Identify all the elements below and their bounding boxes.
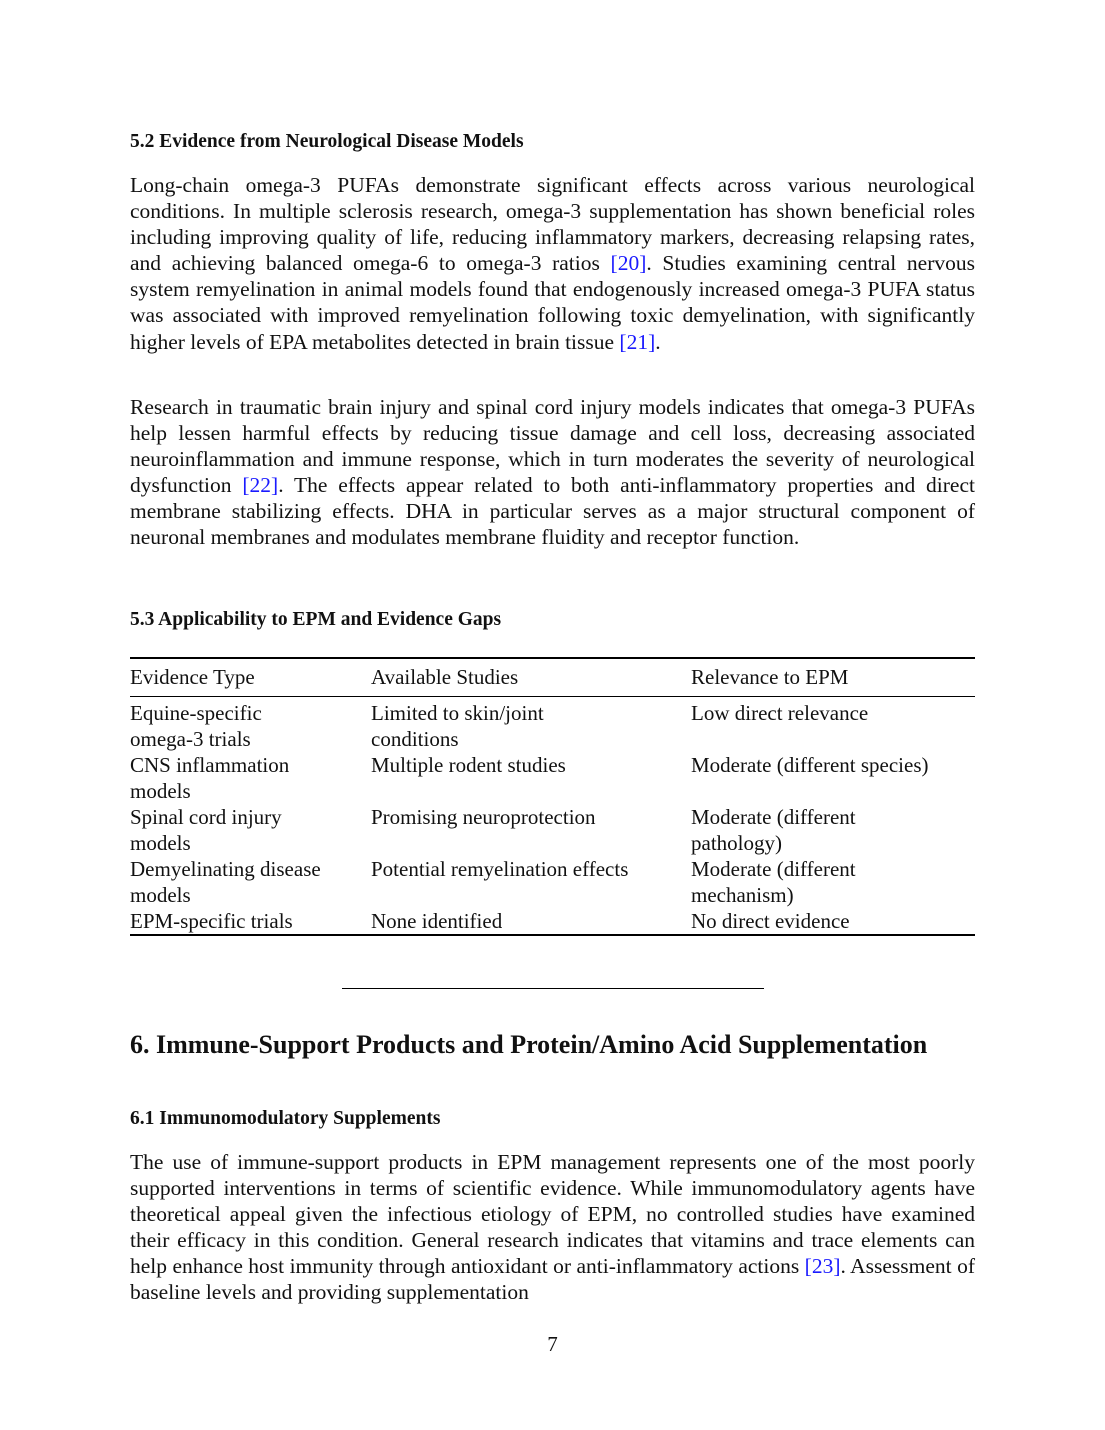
paragraph-immunomodulatory xyxy=(130,1149,975,1306)
evidence-table xyxy=(130,657,975,936)
citation-link-23[interactable]: [23] xyxy=(804,1254,841,1279)
text: . Studies examining central nervous system remyelination in animal models found that endogenously increased omega-3 PUFA status was associated with improved remyelination following toxic demyelination, with significantly higher levels of EPA metabolites detected in brain tissue xyxy=(130,251,975,354)
table-cell: Potential remyelination effects xyxy=(371,857,629,881)
subsection-heading-6-1: 6.1 Immunomodulatory Supplements xyxy=(130,1108,441,1129)
text: The use of immune-support products in EPM management represents one of the most poorly supported interventions in terms of scientific evidence. While immunomodulatory agents have theoretical appeal given the infectious etiology of EPM, no controlled studies have examined their efficacy in this condition. General research indicates that vitamins and trace elements can help enhance host immunity through antioxidant or anti-inflammatory actions xyxy=(130,1150,975,1279)
table-cell: Moderate (different species) xyxy=(691,753,929,777)
text: . Assessment of baseline levels and providing supplementation xyxy=(130,1254,975,1305)
table-cell: Multiple rodent studies xyxy=(371,753,566,777)
text: Long-chain omega-3 PUFAs demonstrate significant effects across various neurological conditions. In multiple sclerosis research, omega-3 supplementation has shown beneficial roles including improving quality of life, reducing inflammatory markers, decreasing relapsing rates, and achieving balanced omega-6 to omega-3 ratios xyxy=(130,173,975,276)
table-cell xyxy=(691,804,975,856)
paragraph-brain-injury xyxy=(130,394,975,551)
table-cell xyxy=(130,697,371,753)
citation-link-21[interactable]: [21] xyxy=(619,329,656,354)
text: . xyxy=(655,329,661,354)
table-row xyxy=(130,697,975,753)
table-row xyxy=(130,752,975,804)
column-header-relevance: Relevance to EPM xyxy=(691,665,849,689)
table-row xyxy=(130,804,975,856)
table-row xyxy=(130,908,975,935)
table-cell xyxy=(371,697,691,753)
table-cell xyxy=(130,804,371,856)
cell-text: Demyelinating disease models xyxy=(130,857,321,907)
column-header-evidence-type: Evidence Type xyxy=(130,665,255,689)
table-cell xyxy=(691,856,975,908)
subsection-heading-5-2: 5.2 Evidence from Neurological Disease Models xyxy=(130,131,524,152)
table-cell xyxy=(130,856,371,908)
table-cell: No direct evidence xyxy=(691,909,850,933)
table-row xyxy=(130,856,975,908)
text: Research in traumatic brain injury and spinal cord injury models indicates that omega-3 PUFAs help lessen harmful effects by reducing tissue damage and cell loss, decreasing associated neuroinflammation and immune response, which in turn moderates the severity of neurological dysfunction xyxy=(130,395,975,498)
table-cell xyxy=(130,752,371,804)
cell-text: Limited to skin/joint conditions xyxy=(371,701,544,751)
column-header-available-studies: Available Studies xyxy=(371,665,519,689)
subsection-heading-5-3: 5.3 Applicability to EPM and Evidence Gaps xyxy=(130,609,502,630)
section-divider xyxy=(342,988,764,989)
table-cell: EPM-specific trials xyxy=(130,909,293,933)
page-number: 7 xyxy=(547,1332,558,1356)
section-heading-6: 6. Immune-Support Products and Protein/Amino Acid Supplementation xyxy=(130,1030,928,1059)
cell-text: CNS inflammation models xyxy=(130,753,290,803)
cell-text: Moderate (different pathology) xyxy=(691,805,856,855)
cell-text: Spinal cord injury models xyxy=(130,805,282,855)
table-cell: Low direct relevance xyxy=(691,701,869,725)
table-cell: Promising neuroprotection xyxy=(371,805,596,829)
table-cell: None identified xyxy=(371,909,503,933)
cell-text: Equine-specific omega-3 trials xyxy=(130,701,262,751)
text: . The effects appear related to both anti-inflammatory properties and direct membrane stabilizing effects. DHA in particular serves as a major structural component of neuronal membranes and modulates membrane fluidity and receptor function. xyxy=(130,473,975,550)
table-header-row xyxy=(130,658,975,697)
paragraph-omega3-neuro xyxy=(130,172,975,355)
citation-link-20[interactable]: [20] xyxy=(610,251,647,276)
citation-link-22[interactable]: [22] xyxy=(242,473,279,498)
cell-text: Moderate (different mechanism) xyxy=(691,857,856,907)
